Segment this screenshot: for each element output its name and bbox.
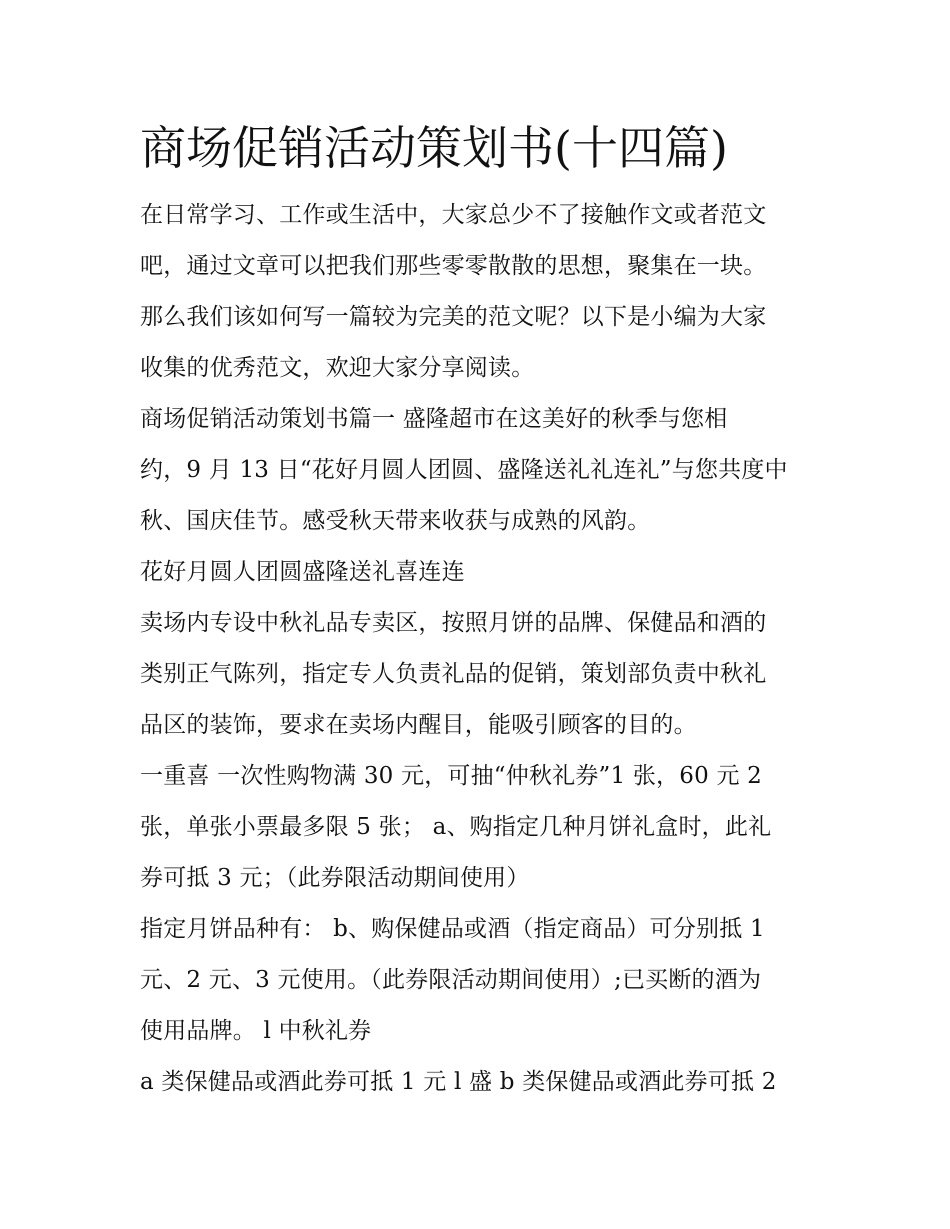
text-line: a 类保健品或酒此券可抵 1 元 l 盛 b 类保健品或酒此券可抵 2 xyxy=(140,1069,777,1095)
text-line: 张，单张小票最多限 5 张； a、购指定几种月饼礼盒时，此礼 xyxy=(140,814,772,840)
text-line: 那么我们该如何写一篇较为完美的范文呢？以下是小编为大家 xyxy=(140,304,767,330)
text-line: 约，9 月 13 日“花好月圆人团圆、盛隆送礼礼连礼”与您共度中 xyxy=(140,457,788,483)
text-line: 在日常学习、工作或生活中，大家总少不了接触作文或者范文 xyxy=(140,202,767,228)
text-line: 商场促销活动策划书篇一 盛隆超市在这美好的秋季与您相 xyxy=(140,406,728,432)
text-line: 一重喜 一次性购物满 30 元，可抽“仲秋礼券”1 张，60 元 2 xyxy=(140,763,762,789)
text-line: 收集的优秀范文，欢迎大家分享阅读。 xyxy=(140,355,535,381)
text-line: 吧，通过文章可以把我们那些零零散散的思想，聚集在一块。 xyxy=(140,253,767,279)
document-body xyxy=(140,118,820,1121)
text-line: 指定月饼品种有： b、购保健品或酒（指定商品）可分别抵 1 xyxy=(140,916,765,942)
text-line: 品区的装饰，要求在卖场内醒目，能吸引顾客的目的。 xyxy=(140,712,697,738)
text-line: 秋、国庆佳节。感受秋天带来收获与成熟的风韵。 xyxy=(140,508,651,534)
text-line: 元、2 元、3 元使用。（此券限活动期间使用）;已买断的酒为 xyxy=(140,967,762,993)
text-line: 类别正气陈列，指定专人负责礼品的促销，策划部负责中秋礼 xyxy=(140,661,767,687)
text-line: 花好月圆人团圆盛隆送礼喜连连 xyxy=(140,559,465,585)
text-line: 卖场内专设中秋礼品专卖区，按照月饼的品牌、保健品和酒的 xyxy=(140,610,767,636)
text-line: 券可抵 3 元；（此券限活动期间使用） xyxy=(140,865,530,891)
document-title: 商场促销活动策划书(十四篇) xyxy=(140,121,728,175)
text-line: 使用品牌。 l 中秋礼券 xyxy=(140,1018,372,1044)
